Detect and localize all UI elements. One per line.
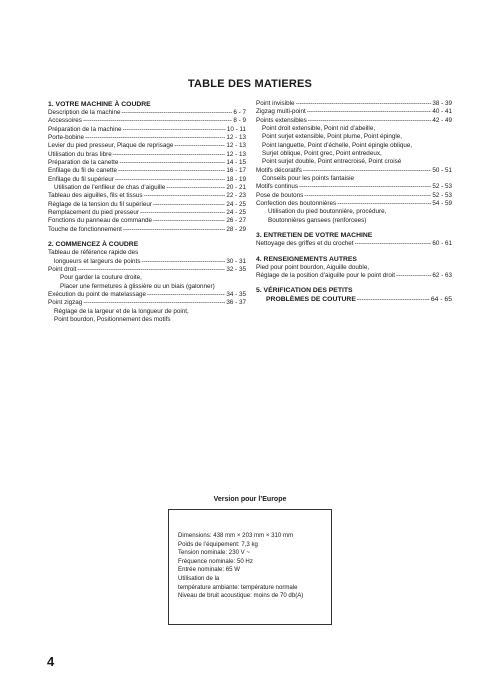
toc-entry[interactable] — [48, 142, 246, 150]
toc-entry[interactable] — [48, 201, 246, 209]
leader-dots — [166, 184, 225, 192]
toc-entry[interactable] — [256, 272, 452, 280]
leader-dots — [77, 266, 225, 274]
leader-dots — [141, 258, 225, 266]
leader-dots — [357, 295, 430, 304]
toc-entry-page: 32 - 35 — [226, 265, 246, 273]
toc-entry-label: Remplacement du pied presseur — [48, 209, 140, 217]
toc-entry-label: Confection des boutonnières — [256, 200, 337, 208]
toc-entry-label: Point droit — [48, 265, 77, 273]
toc-text-line: Conseils pour les points fantaisie — [262, 175, 355, 183]
toc-entry[interactable] — [48, 258, 246, 266]
toc-text-line: Surjet oblique, Point grec, Point entredeux, — [262, 150, 382, 158]
toc-entry-label: Accessoires — [48, 117, 82, 125]
toc-entry[interactable] — [256, 108, 452, 116]
leader-dots — [115, 176, 226, 184]
leader-dots — [147, 291, 225, 299]
toc-entry[interactable] — [48, 134, 246, 142]
toc-entry-label: Point zigzag — [48, 299, 83, 307]
toc-entry[interactable] — [48, 176, 246, 184]
toc-entry-page: 20 - 21 — [226, 184, 246, 192]
leader-dots — [303, 167, 432, 175]
section-heading-2: 2. COMMENCEZ À COUDRE — [48, 241, 139, 249]
toc-entry-page: 26 - 27 — [226, 217, 246, 225]
leader-dots — [113, 151, 226, 159]
toc-entry-label: Points extensibles — [256, 116, 307, 124]
toc-entry[interactable] — [48, 167, 246, 175]
leader-dots — [307, 108, 432, 116]
toc-entry-label: Porte-bobine — [48, 134, 85, 142]
toc-entry-page: 60 - 61 — [432, 240, 452, 248]
toc-text-line: Pied pour point bourdon, Aiguille double, — [256, 263, 370, 271]
toc-entry[interactable] — [256, 117, 452, 125]
toc-entry-page: 8 - 9 — [233, 117, 246, 125]
toc-entry[interactable] — [48, 299, 246, 307]
toc-text-line: Pour garder la couture droite, — [60, 274, 142, 282]
leader-dots — [153, 201, 225, 209]
version-heading: Version pour l’Europe — [213, 496, 287, 503]
toc-text-line: Point bourdon, Positionnement des motifs — [54, 315, 171, 323]
toc-text-line: Point surjet double, Point entrecroisé, Point croisé — [262, 158, 402, 166]
toc-entry[interactable] — [48, 151, 246, 159]
leader-dots — [123, 126, 226, 134]
leader-dots — [296, 100, 432, 108]
spec-line: Entrée nominale: 65 W — [178, 566, 240, 574]
section-1-list — [48, 109, 246, 234]
toc-entry[interactable] — [256, 192, 452, 200]
toc-entry-label: Touche de fonctionnement — [48, 225, 122, 233]
toc-entry[interactable] — [48, 117, 246, 125]
toc-entry-label: Motifs décoratifs — [256, 166, 302, 174]
toc-entry-page: 52 - 53 — [432, 191, 452, 199]
toc-text-line: Réglage de la largeur et de la longueur de point, — [54, 307, 189, 315]
toc-entry[interactable] — [48, 159, 246, 167]
leader-dots — [85, 134, 225, 142]
toc-entry-label: Motifs continus — [256, 183, 298, 191]
toc-entry[interactable] — [256, 183, 452, 191]
toc-entry-label: Zigzag multi-point — [256, 108, 306, 116]
section-heading-4: 4. RENSEIGNEMENTS AUTRES — [256, 255, 357, 263]
toc-entry-page: 64 - 65 — [430, 296, 452, 304]
toc-entry-label: PROBLÈMES DE COUTURE — [266, 296, 356, 304]
toc-entry-label: Préparation de la canette — [48, 159, 119, 167]
toc-text-line: Point surjet extensible, Point plume, Point épingle, — [262, 133, 403, 141]
leader-dots — [304, 192, 431, 200]
toc-entry-page: 28 - 29 — [226, 225, 246, 233]
toc-entry-label: Levier du pied presseur, Plaque de reprisage — [48, 142, 174, 150]
toc-entry-label: Point invisible — [256, 100, 295, 107]
leader-dots — [337, 200, 431, 208]
toc-entry[interactable] — [256, 200, 452, 208]
toc-entry-page: 14 - 15 — [226, 159, 246, 167]
toc-text-line: Boutonnières gansees (renforcees) — [268, 216, 367, 224]
leader-dots — [144, 192, 226, 200]
toc-entry-page: 30 - 31 — [226, 257, 246, 265]
toc-entry[interactable] — [48, 266, 246, 274]
toc-entry[interactable] — [48, 126, 246, 134]
toc-entry-page: 6 - 7 — [233, 109, 246, 116]
toc-entry-page: 24 - 25 — [226, 209, 246, 217]
toc-entry-page: 52 - 53 — [432, 183, 452, 191]
toc-entry-label: Enfilage du fil de canette — [48, 167, 117, 175]
page-number: 4 — [47, 654, 55, 669]
toc-entry-label: Enfilage du fil supérieur — [48, 175, 114, 183]
toc-text-line: Point languette, Point d’échelle, Point épingle oblique, — [262, 141, 413, 149]
toc-entry[interactable] — [48, 209, 246, 217]
spec-line: Dimensions: 438 mm × 203 mm × 310 mm — [178, 532, 294, 539]
toc-entry-label: Fonctions du panneau de commande — [48, 217, 152, 225]
spec-list — [178, 532, 328, 601]
toc-entry-page: 36 - 37 — [226, 299, 246, 307]
toc-text-line: Point droit extensible, Point nid d’abeille, — [262, 125, 376, 133]
leader-dots — [308, 117, 432, 125]
spec-line: température ambiante: température normale — [178, 583, 298, 591]
leader-dots — [396, 272, 431, 280]
leader-dots — [174, 142, 225, 150]
toc-left-column — [48, 100, 246, 324]
toc-entry-label: Utilisation du bras libre — [48, 150, 112, 158]
section-heading-1: 1. VOTRE MACHINE À COUDRE — [48, 101, 151, 108]
toc-entry-label: Utilisation de l’enfileur de chas d’aiguille — [54, 184, 166, 192]
spec-line: Fréquence nominale: 50 Hz — [178, 557, 253, 565]
section-heading-3: 3. ENTRETIEN DE VOTRE MACHINE — [256, 232, 373, 240]
leader-dots — [299, 183, 431, 191]
leader-dots — [118, 167, 225, 175]
toc-entry[interactable] — [48, 184, 246, 192]
toc-entry[interactable] — [256, 167, 452, 175]
toc-entry-page: 50 - 51 — [432, 166, 452, 174]
toc-entry-label: Exécution du point de matelassage — [48, 290, 147, 298]
toc-entry-label: Pose de boutons — [256, 191, 304, 199]
section-heading-5: 5. VÉRIFICATION DES PETITS — [256, 287, 353, 295]
spec-line: Utilisation de la — [178, 574, 220, 582]
toc-entry-page: 10 - 11 — [226, 125, 246, 133]
spec-line: Poids de l’équipement: 7,3 kg — [178, 540, 258, 548]
toc-text-line: Placer une fermetures à glissière ou un biais (galonner) — [60, 282, 215, 290]
leader-dots — [83, 299, 225, 307]
toc-entry-label: Tableau des aiguilles, fils et tissus — [48, 192, 143, 200]
toc-entry[interactable] — [48, 291, 246, 299]
spec-line: Niveau de bruit acoustique: moins de 70 db(A) — [178, 592, 304, 600]
toc-entry-page: 42 - 49 — [432, 116, 452, 124]
leader-dots — [83, 117, 232, 125]
toc-text-line: Tableau de référence rapide des — [48, 249, 139, 257]
toc-entry-page: 40 - 41 — [432, 108, 452, 116]
toc-entry-page: 24 - 25 — [226, 200, 246, 208]
toc-entry-page: 12 - 13 — [226, 150, 246, 158]
toc-entry-page: 62 - 63 — [432, 271, 452, 279]
toc-entry-label: longueurs et largeurs de points — [54, 257, 141, 265]
toc-entry-page: 22 - 23 — [226, 192, 246, 200]
toc-text-line: Utilisation du pied boutonnière, procédure, — [268, 208, 387, 216]
toc-entry-page: 54 - 59 — [432, 200, 452, 208]
leader-dots — [121, 109, 232, 117]
leader-dots — [153, 217, 225, 225]
toc-right-column — [256, 100, 452, 304]
toc-entry-label: Nettoyage des griffes et du crochet — [256, 240, 354, 248]
toc-entry-label: Réglage de la position d’aiguille pour le point droit — [256, 271, 395, 279]
toc-entry[interactable] — [48, 226, 246, 234]
toc-entry-label: Description de la machine — [48, 109, 121, 116]
toc-entry[interactable] — [256, 240, 452, 248]
spec-line: Tension nominale: 230 V ~ — [178, 549, 250, 557]
toc-entry-label: Réglage de la tension du fil supérieur — [48, 200, 152, 208]
toc-entry[interactable] — [48, 217, 246, 225]
toc-entry-page: 16 - 17 — [226, 167, 246, 175]
toc-entry[interactable] — [256, 100, 452, 108]
toc-entry-page: 38 - 39 — [432, 100, 452, 107]
toc-entry-page: 18 - 19 — [226, 175, 246, 183]
toc-entry[interactable] — [256, 295, 452, 304]
toc-entry-page: 12 - 13 — [226, 134, 246, 142]
toc-entry-page: 34 - 35 — [226, 290, 246, 298]
leader-dots — [140, 209, 225, 217]
page-title: TABLE DES MATIERES — [187, 78, 313, 90]
toc-entry[interactable] — [48, 109, 246, 117]
toc-entry-page: 12 - 13 — [226, 142, 246, 150]
leader-dots — [119, 159, 225, 167]
toc-entry[interactable] — [48, 192, 246, 200]
toc-entry-label: Préparation de la machine — [48, 125, 122, 133]
leader-dots — [123, 226, 226, 234]
leader-dots — [355, 240, 432, 248]
